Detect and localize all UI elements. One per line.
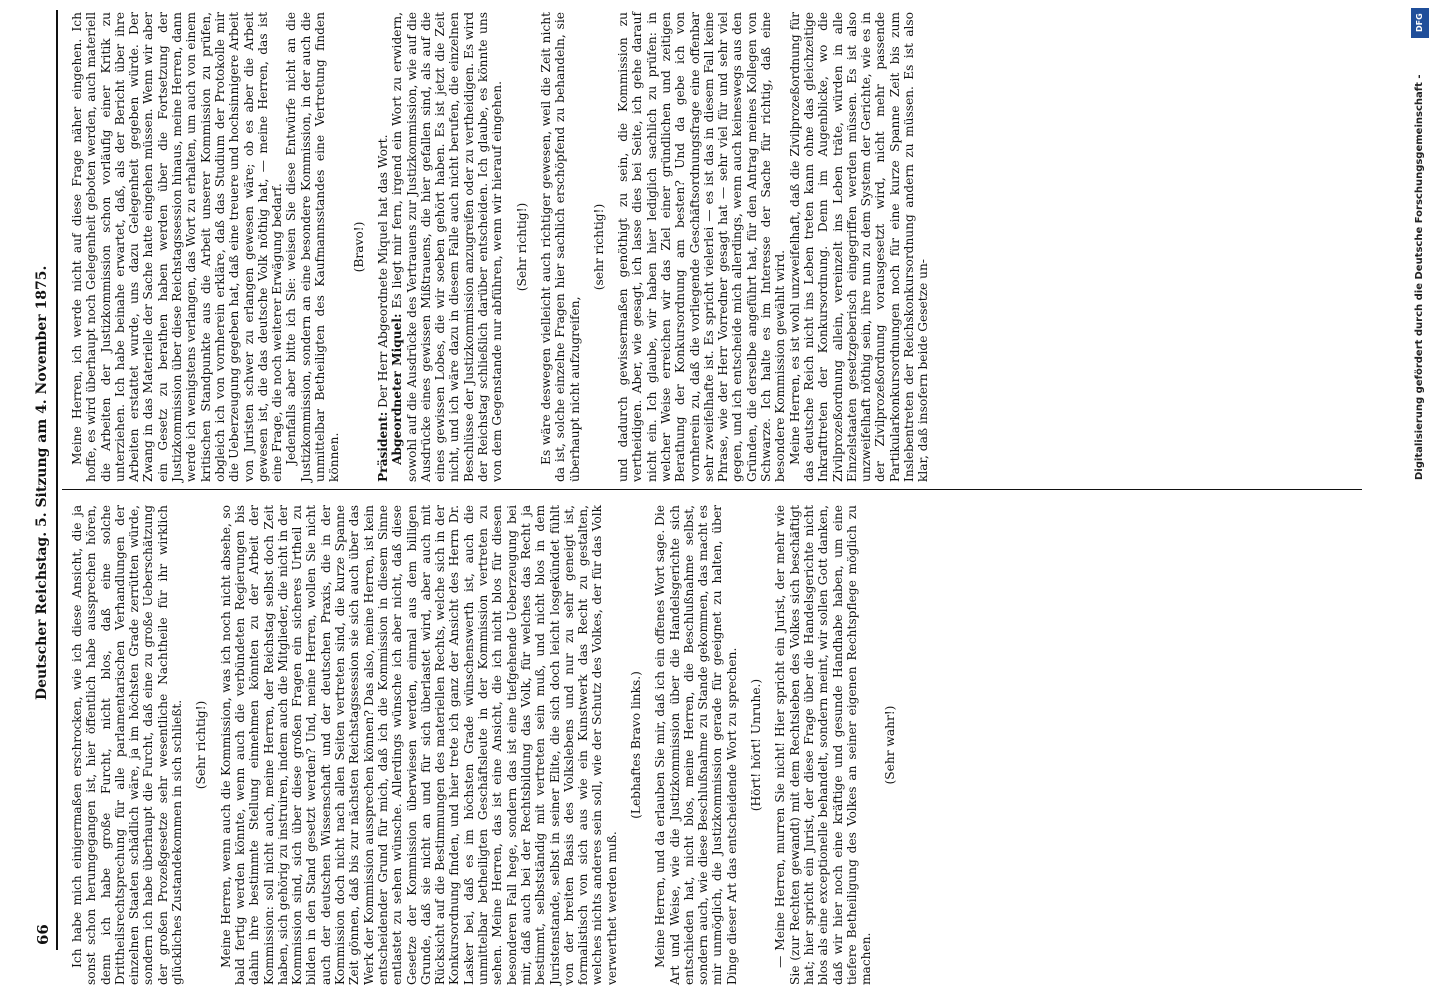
paragraph: Meine Herren, und da erlauben Sie mir, daß ich ein offenes Wort sage. Die Art und Weise, wie die Justizkommission über die Handelsgerichte sich entschieden hat, nicht blos, meine Herren, die Beschlußnahme selbst, sondern auch, wie diese Beschlußnahme zu Stande gekommen, das macht es mir unmöglich, die Justizkommission gerade für geeignet zu halten, über Dinge dieser Art das entscheidende Wort zu sprechen.	[653, 505, 739, 985]
header-rule	[56, 10, 58, 950]
speaker-label: Präsident:	[375, 411, 390, 482]
dfg-logo	[1411, 8, 1429, 38]
text-column-left	[70, 505, 908, 985]
speaker-label: Abgeordneter Miquel:	[390, 313, 405, 465]
paragraph: Meine Herren, wenn auch die Kommission, was ich noch nicht absehe, so bald fertig werden könnte, wenn auch die verbündeten Regierungen bis dahin ihre bestimmte Stellung einnehmen könnten zu der Arbeit der Kommission: soll nicht auch, meine Herren, der Reichstag selbst doch Zeit haben, sich gehörig zu instruiren, indem auch die Mitglieder, die nicht in der Kommission sind, sich über diese großen Fragen ein sicheres Urtheil zu bilden in den Stand gesetzt werden? Und, meine Herren, wollen Sie nicht auch der deutschen Wissenschaft und der deutschen Praxis, die in der Kommission doch nicht nach allen Seiten vertreten sind, die kurze Spanne Zeit gönnen, daß bis zur nächsten Reichstagssession sie sich auch über das Werk der Kommission aussprechen können? Das also, meine Herren, ist kein entscheidender Grund für mich, daß ich die Kommission in diesem Sinne entlastet zu sehen wünsche. Allerdings wünsche ich aber nicht, daß diese Gesetze der Kommission überwiesen werden, einmal aus dem billigen Grunde, daß sie nicht an und für sich überlastet wird, aber auch mit Rücksicht auf die Bestimmungen des materiellen Rechts, welche sich in der Konkursordnung finden, und hier trete ich ganz der Ansicht des Herrn Dr. Lasker bei, daß es im höchsten Grade wünschenswerth ist, auch die unmittelbar betheiligten Geschäftsleute in der Kommission vertreten zu sehen. Meine Herren, das ist eine Ansicht, die ich nicht blos für diesen besonderen Fall hege, sondern das ist eine tiefgehende Ueberzeugung bei mir, daß auch bei der Rechtsbildung das Volk, für welches das Recht ja bestimmt, selbstständig mit vertreten sein muß, und nicht blos in dem Juristenstande, selbst in seiner Elite, die sich doch leicht losgekündet fühlt von der breiten Basis des Volkslebens und nur zu sehr geneigt ist, formalistisch von sich aus wie ein Kunstwerk das Recht zu gestalten, welches nichts anderes sein soll, wie der Schutz des Volkes, der für das Volk verwerthet werden muß.	[218, 505, 619, 985]
speaker-text: Der Herr Abgeordnete Miquel hat das Wort.	[375, 134, 390, 412]
interjection: (Bravo!)	[351, 221, 366, 273]
page-number: 66	[34, 924, 52, 945]
paragraph: — Meine Herren, murren Sie nicht! Hier spricht ein Jurist, der mehr wie Sie (zur Rechten gewandt) mit dem Rechtsleben des Volkes sich beschäftigt hat; hier spricht ein Jurist, der diese Frage über die Handelsgerichte nicht blos als eine exceptionelle behandelt, sondern meint, wir sollen Gott danken, daß wir hier noch eine kräftige und gesunde Handhabe haben, um eine tiefere Betheiligung des Volkes an seiner eigenen Rechtspflege möglich zu machen.	[773, 505, 874, 985]
interjection: (Lebhaftes Bravo links.)	[628, 671, 643, 819]
column-separator	[62, 489, 1362, 490]
paragraph: Es wäre deswegen vielleicht auch richtiger gewesen, weil die Zeit nicht da ist, solche einzelne Fragen hier sachlich erschöpfend zu behandeln, sie überhaupt nicht aufzugreifen,	[538, 12, 582, 482]
digitization-note: Digitalisierung gefördert durch die Deutsche Forschungsgemeinschaft -	[1414, 74, 1425, 480]
paragraph: Meine Herren, es ist wohl unzweifelhaft, daß die Zivilprozeßordnung für das deutsche Reich nicht ins Leben treten kann ohne das gleichzeitige Inkrafttreten der Konkursordnung. Denn im Augenblicke, wo die Zivilprozeßordnung allein, vereinzelt ins Leben träte, würden in alle Einzelstaaten gesetzgeberisch eingegriffen werden müssen. Es ist also unzweifelhaft nöthig sein, ihre nun zu dem System der Gerichte, wie es in der Zivilprozeßordnung vorausgesetzt wird, nicht mehr passende Partikularkonkursordnungen noch für eine kurze Spanne Zeit bis zum Inslebentreten der Reichskonkursordnung andern zu müssen. Es ist also klar, daß insofern beide Gesetze un-	[787, 12, 931, 482]
interjection: (Sehr richtig!)	[194, 700, 209, 790]
dfg-logo-text: DFG	[1415, 13, 1424, 32]
paragraph: Ich habe mich einigermaßen erschrocken, wie ich diese Ansicht, die ja sonst schon herumgegangen ist, hier öffentlich habe aussprechen hören, denn ich habe große Furcht, nicht blos, daß eine solche Drittheilsrechtsprechung für alle parlamentarischen Verhandlungen der einzelnen Staaten schädlich wäre, ja im höchsten Grade zerrütten würde, sondern ich habe überhaupt die Furcht, daß eine zu große Ueberschätzung der großen Prozeßgesetze sehr wesentliche Nachtheile für ihr wirklich glückliches Zustandekommen in sich schließt.	[70, 505, 185, 985]
interjection: (sehr richtig!)	[591, 203, 606, 291]
paragraph: Meine Herren, ich werde nicht auf diese Frage näher eingehen. Ich hoffe, es wird überhaupt noch Gelegenheit geboten werden, auch materiell die Arbeiten der Justizkommission schon vorläufig einer Kritik zu unterziehen. Ich habe beinahe erwartet, daß, als der Bericht über ihre Arbeiten erstattet wurde, uns dazu Gelegenheit gegeben würde. Der Zwang in das Materielle der Sache hatte eingehen müssen. Wenn wir aber ein Gesetz zu berathen haben werden über die Fortsetzung der Justizkommission über diese Reichstagssession hinaus, meine Herren, dann werde ich wenigstens verlangen, das Wort zu erhalten, um auch von einem kritischen Standpunkte aus die Arbeit unserer Kommission zu prüfen, obgleich ich von vornherein erkläre, daß das Studium der Protokolle mir die Ueberzeugung gegeben hat, daß eine treuere und hochsinnigere Arbeit von Juristen schwer zu erlangen gewesen wäre; ob es aber die Arbeit gewesen ist, die das deutsche Volk nöthig hat, — meine Herren, das ist eine Frage, die noch weiterer Erwägung bedarf.	[70, 12, 285, 482]
paragraph: Jedenfalls aber bitte ich Sie: weisen Sie diese Entwürfe nicht an die Justizkommission, sondern an eine besondere Kommission, in der auch die unmittelbar Betheiligten des Kaufmannsstandes eine Vertretung finden können.	[284, 12, 342, 482]
interjection: (Hört! hört! Unruhe.)	[749, 678, 764, 812]
speaker-paragraph	[376, 12, 390, 482]
speaker-paragraph	[390, 12, 504, 482]
interjection: (Sehr wahr!)	[883, 705, 898, 785]
text-column-right	[70, 12, 931, 482]
speaker-text: Es liegt mir fern, irgend ein Wort zu erwidern, sowohl auf die Ausdrücke des Vertrauens zur Justizkommission, wie auf die Ausdrücke eines gewissen Mißtrauens, die hier gefallen sind, als auf die eines gewissen Lobes, die wir soeben gehört haben. Es ist jetzt die Zeit nicht, und ich wäre dazu in diesem Falle auch nicht berufen, die einzelnen Beschlüsse der Justizkommission anzugreifen oder zu vertheidigen. Es wird der Reichstag schließlich darüber entscheiden. Ich glaube, es könnte uns von dem Gegenstande nur abführen, wenn wir hierauf eingehen.	[390, 11, 505, 482]
running-header: Deutscher Reichstag. 5. Sitzung am 4. November 1875.	[34, 265, 50, 700]
paragraph: und dadurch gewissermaßen genöthigt zu sein, die Kommission zu vertheidigen. Aber, wie gesagt, ich lasse dies bei Seite, ich gehe darauf nicht ein. Ich glaube, wir haben hier lediglich sachlich zu prüfen: in welcher Weise erreichen wir das Ziel einer gründlichen und zeitigen Berathung der Konkursordnung am besten? Und da gebe ich von vornherein zu, daß die vorliegende Geschäftsordnungsfrage eine offenbar sehr zweifelhafte ist. Es spricht vielerlei — es ist das in diesem Fall keine Phrase, wie der Herr Vorredner gesagt hat — sehr viel für und sehr viel gegen, und ich entscheide mich allerdings, wenn auch keineswegs aus den Gründen, die derselbe angeführt hat, für den Antrag meines Kollegen von Schwarze. Ich halte es im Interesse der Sache für richtig, daß eine besondere Kommission gewählt wird.	[616, 12, 788, 482]
interjection: (Sehr richtig!)	[514, 202, 529, 292]
